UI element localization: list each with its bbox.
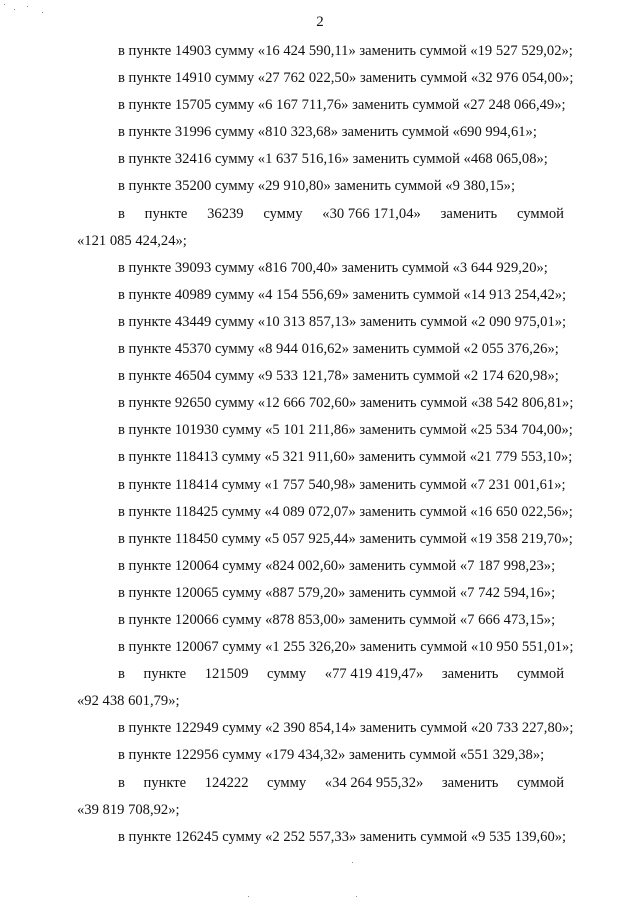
justified-words [118,665,564,683]
amendment-text: в пункте 46504 сумму «9 533 121,78» заменить суммой «2 174 620,98»; [118,368,559,385]
amendment-line [0,150,640,177]
amendment-line [0,42,640,69]
scan-speck [4,4,5,5]
amendment-text: в пункте 120065 сумму «887 579,20» заменить суммой «7 742 594,16»; [118,584,556,601]
word: пункте [143,774,187,791]
amendment-line [0,746,640,773]
scan-speck [14,9,15,10]
amendment-line [0,286,640,313]
amendment-line [0,584,640,611]
word: заменить [441,774,499,791]
amendment-text: в пункте 35200 сумму «29 910,80» заменить суммой «9 380,15»; [118,178,516,195]
amendment-line [0,340,640,367]
amendment-line [0,638,640,665]
amendment-text: в пункте 122956 сумму «179 434,32» заменить суммой «551 329,38»; [118,747,545,764]
page-number: 2 [316,14,324,30]
word: 121509 [204,666,249,683]
amendment-line [0,313,640,340]
amendment-text: в пункте 120064 сумму «824 002,60» заменить суммой «7 187 998,23»; [118,557,556,574]
justified-words [118,774,564,792]
amendment-text: в пункте 118425 сумму «4 089 072,07» заменить суммой «16 650 022,56»; [118,503,573,520]
amendment-text: в пункте 120067 сумму «1 255 326,20» заменить суммой «10 950 551,01»; [118,639,574,656]
amendment-text: в пункте 126245 сумму «2 252 557,33» заменить суммой «9 535 139,60»; [118,828,567,845]
word: 36239 [207,205,244,222]
continuation-text: «121 085 424,24»; [77,232,187,249]
continuation-text: «92 438 601,79»; [77,693,180,710]
scan-speck [42,12,43,13]
amendment-line [0,394,640,421]
amendment-text: в пункте 120066 сумму «878 853,00» заменить суммой «7 666 473,15»; [118,611,556,628]
amendment-text: в пункте 122949 сумму «2 390 854,14» заменить суммой «20 733 227,80»; [118,720,574,737]
word: в [118,666,125,683]
word: заменить [440,205,498,222]
amendment-text: в пункте 39093 сумму «816 700,40» заменить суммой «3 644 929,20»; [118,259,548,276]
amendment-text: в пункте 45370 сумму «8 944 016,62» заменить суммой «2 055 376,26»; [118,341,559,358]
word: в [118,774,125,791]
amendment-text: в пункте 101930 сумму «5 101 211,86» заменить суммой «25 534 704,00»; [118,422,573,439]
amendment-line [0,259,640,286]
amendment-text: в пункте 118450 сумму «5 057 925,44» заменить суммой «19 358 219,70»; [118,530,573,547]
amendment-text: в пункте 31996 сумму «810 323,68» заменить суммой «690 994,61»; [118,124,537,141]
amendment-text: в пункте 15705 сумму «6 167 711,76» заменить суммой «27 248 066,49»; [118,97,566,114]
amendment-line [0,476,640,503]
word: пункте [143,666,187,683]
word: сумму [267,666,307,683]
amendment-line [0,123,640,150]
word: сумму [263,205,303,222]
word: «34 264 955,32» [324,774,424,791]
amendment-text: в пункте 43449 сумму «10 313 857,13» заменить суммой «2 090 975,01»; [118,313,567,330]
amendment-text: в пункте 118413 сумму «5 321 911,60» заменить суммой «21 779 553,10»; [118,449,573,466]
word: «30 766 171,04» [322,205,421,222]
amendment-text: в пункте 14903 сумму «16 424 590,11» заменить суммой «19 527 529,02»; [118,43,573,59]
word: сумму [267,774,307,791]
amendment-line [0,719,640,746]
word: 124222 [204,774,249,791]
amendment-line [0,448,640,475]
amendment-text: в пункте 32416 сумму «1 637 516,16» заменить суммой «468 065,08»; [118,151,548,168]
amendment-line-justified [0,774,640,801]
amendment-line-justified [0,205,640,232]
word: «77 419 419,47» [324,666,424,683]
word: заменить [441,666,499,683]
amendment-line [0,611,640,638]
scan-speck [352,862,353,863]
word: суммой [517,666,564,683]
scan-speck [27,6,28,7]
amendment-text: в пункте 14910 сумму «27 762 022,50» заменить суммой «32 976 054,00»; [118,70,574,87]
amendment-line [0,177,640,204]
word: пункте [144,205,188,222]
amendment-line [0,828,640,855]
amendment-line [0,530,640,557]
continuation-text: «39 819 708,92»; [77,801,180,818]
word: суммой [517,774,564,791]
justified-words [118,205,564,223]
amendment-line [0,503,640,530]
amendment-text: в пункте 40989 сумму «4 154 556,69» заменить суммой «14 913 254,42»; [118,286,567,303]
amendment-continuation [0,232,640,259]
amendment-text: в пункте 118414 сумму «1 757 540,98» заменить суммой «7 231 001,61»; [118,476,566,493]
amendment-line [0,367,640,394]
word: в [118,205,125,222]
amendment-continuation [0,692,640,719]
scan-speck [356,896,357,897]
amendment-text: в пункте 92650 сумму «12 666 702,60» заменить суммой «38 542 806,81»; [118,395,574,412]
amendment-continuation [0,801,640,828]
amendment-line [0,421,640,448]
amendment-line [0,96,640,123]
amendment-line [0,557,640,584]
scan-speck [248,896,249,897]
amendment-line-justified [0,665,640,692]
amendment-list [0,42,640,855]
word: суммой [516,205,564,222]
amendment-line [0,69,640,96]
